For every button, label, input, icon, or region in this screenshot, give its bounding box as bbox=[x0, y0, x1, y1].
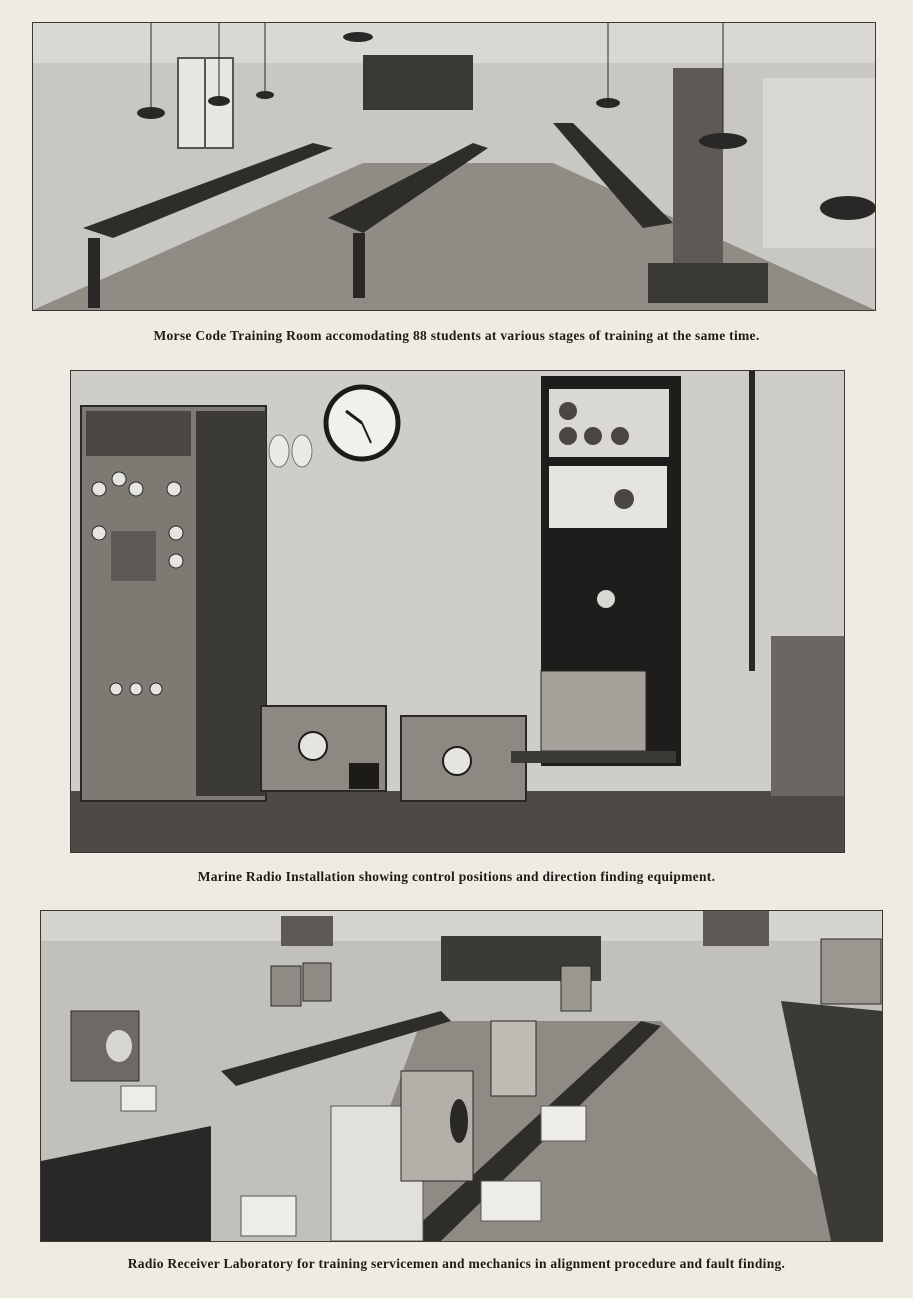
photo-caption-morse-code-room: Morse Code Training Room accomodating 88 students at various stages of training at the same time. bbox=[153, 328, 760, 343]
morse-code-training-room-photo bbox=[32, 22, 876, 311]
photo-caption-receiver-lab: Radio Receiver Laboratory for training servicemen and mechanics in alignment procedure and fault finding. bbox=[127, 1256, 786, 1271]
radio-receiver-laboratory-photo bbox=[40, 910, 883, 1242]
marine-radio-installation-photo bbox=[70, 370, 845, 853]
photo-caption-marine-radio: Marine Radio Installation showing control positions and direction finding equipment. bbox=[197, 869, 716, 884]
